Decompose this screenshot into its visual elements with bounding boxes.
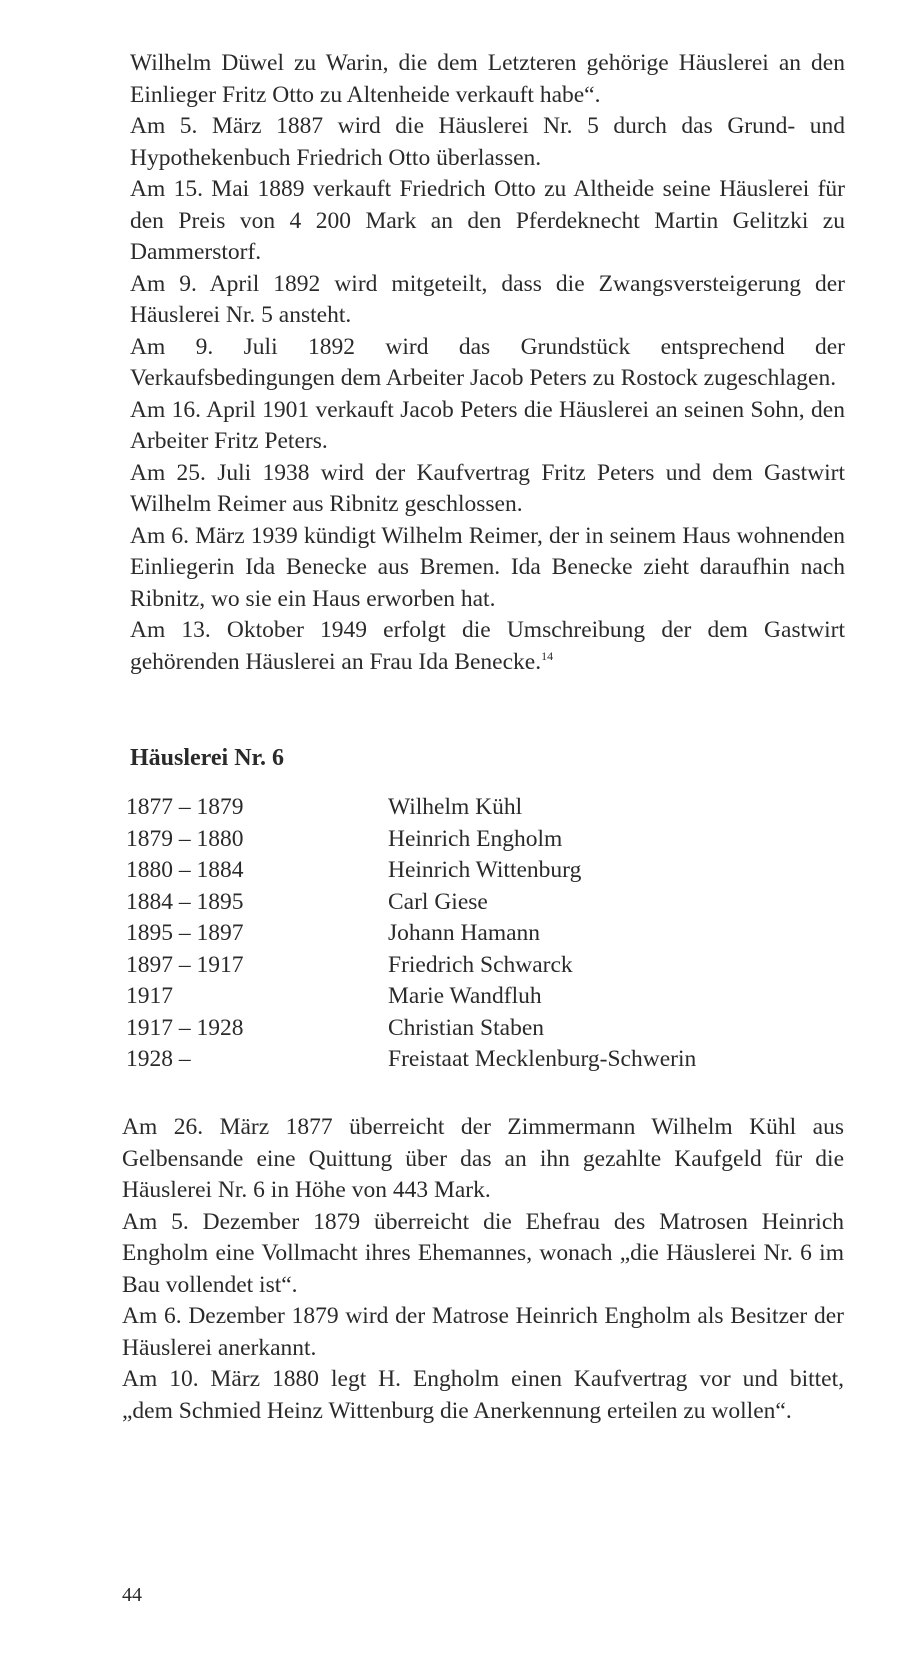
owner-row	[126, 1013, 696, 1045]
owner-name: Johann Hamann	[388, 920, 541, 946]
paragraph: Am 9. April 1892 wird mitgeteilt, dass die Zwangsversteigerung der Häuslerei Nr. 5 ansteht.	[130, 270, 845, 328]
owner-years: 1928 –	[126, 1046, 191, 1072]
owner-list	[126, 792, 696, 1076]
owner-name: Wilhelm Kühl	[388, 794, 523, 820]
paragraph: Am 25. Juli 1938 wird der Kaufvertrag Fritz Peters und dem Gastwirt Wilhelm Reimer aus Ribnitz geschlossen.	[130, 459, 845, 517]
owner-years: 1897 – 1917	[126, 951, 244, 978]
owner-years: 1917 – 1928	[126, 1014, 244, 1041]
owner-row	[126, 981, 696, 1013]
section-heading: Häuslerei Nr. 6	[130, 745, 284, 771]
owner-years: 1917	[126, 983, 173, 1009]
owner-name: Marie Wandfluh	[388, 983, 542, 1009]
paragraph: Am 15. Mai 1889 verkauft Friedrich Otto zu Altheide seine Häuslerei für den Preis von 4 200 Mark an den Pferdeknecht Martin Gelitzki zu Dammerstorf.	[130, 176, 845, 265]
bottom-text	[122, 1112, 844, 1427]
paragraph-with-footnote	[130, 615, 845, 678]
page-number: 44	[122, 1584, 142, 1606]
paragraph-continuation: „dem Schmied Heinz Wittenburg die Anerkennung erteilen zu wollen“.	[122, 1397, 792, 1424]
owner-years: 1879 – 1880	[126, 825, 244, 852]
footnote-marker: 14	[541, 648, 554, 663]
paragraph: Am 6. März 1939 kündigt Wilhelm Reimer, der in seinem Haus wohnenden Einliegerin Ida Benecke aus Bremen. Ida Benecke zieht daraufhin nach Ribnitz, wo sie ein Haus erworben hat.	[130, 522, 845, 612]
owner-years: 1877 – 1879	[126, 794, 244, 820]
owner-years: 1895 – 1897	[126, 920, 244, 946]
owner-row	[126, 1044, 696, 1076]
paragraph: Am 6. Dezember 1879 wird der Matrose Heinrich Engholm als Besitzer der Häuslerei anerkannt.	[122, 1303, 844, 1361]
paragraph: Am 5. März 1887 wird die Häuslerei Nr. 5 durch das Grund- und Hypothekenbuch Friedrich Otto überlassen.	[130, 113, 845, 171]
owner-name: Heinrich Wittenburg	[388, 857, 582, 883]
owner-name: Freistaat Mecklenburg-Schwerin	[388, 1046, 697, 1072]
top-text	[130, 48, 845, 678]
owner-row	[126, 824, 696, 856]
owner-years: 1880 – 1884	[126, 857, 244, 883]
owner-row	[126, 950, 696, 982]
owner-name: Carl Giese	[388, 888, 488, 915]
owner-name: Christian Staben	[388, 1014, 544, 1041]
owner-name: Heinrich Engholm	[388, 825, 563, 852]
paragraph: Am 10. März 1880 legt H. Engholm einen Kaufvertrag vor und bittet,	[122, 1366, 844, 1392]
paragraph: Am 9. Juli 1892 wird das Grundstück entsprechend der Verkaufsbedingungen dem Arbeiter Jacob Peters zu Rostock zugeschlagen.	[130, 333, 845, 391]
owner-row	[126, 918, 696, 950]
paragraph: Am 26. März 1877 überreicht der Zimmermann Wilhelm Kühl aus Gelbensande eine Quittung über das an ihn gezahlte Kaufgeld für die Häuslerei Nr. 6 in Höhe von 443 Mark.	[122, 1114, 844, 1203]
paragraph: Am 16. April 1901 verkauft Jacob Peters die Häuslerei an seinen Sohn, den Arbeiter Fritz Peters.	[130, 396, 845, 454]
paragraph: Am 5. Dezember 1879 überreicht die Ehefrau des Matrosen Heinrich Engholm eine Vollmacht ihres Ehemannes, wonach „die Häuslerei Nr. 6 im Bau vollendet ist“.	[122, 1208, 844, 1298]
paragraph: Wilhelm Düwel zu Warin, die dem Letzteren gehörige Häuslerei an den Einlieger Fritz Otto zu Altenheide verkauft habe“.	[130, 50, 845, 108]
owner-row	[126, 855, 696, 887]
owner-name: Friedrich Schwarck	[388, 951, 573, 978]
owner-years: 1884 – 1895	[126, 888, 244, 915]
paragraph-text: Am 13. Oktober 1949 erfolgt die Umschreibung der dem Gastwirt gehörenden Häuslerei an Frau Ida Benecke.	[130, 617, 845, 675]
owner-row	[126, 887, 696, 919]
owner-row	[126, 792, 696, 824]
